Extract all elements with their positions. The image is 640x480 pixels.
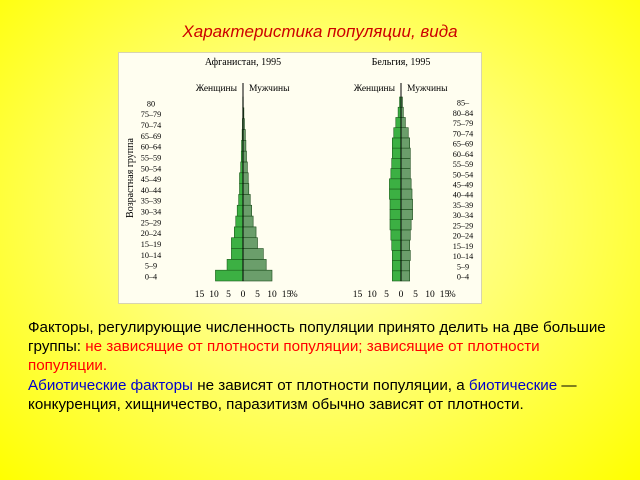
age-label-belgium-8: 40–44: [452, 190, 474, 200]
bar-male-afghanistan-4: [243, 227, 256, 238]
x-tick-afghanistan-4: 5: [255, 290, 260, 300]
bar-female-afghanistan-0: [215, 270, 243, 281]
age-label-afghanistan-3: 15–19: [140, 240, 162, 250]
age-label-belgium-11: 55–59: [452, 160, 474, 170]
bar-female-belgium-9: [389, 179, 401, 189]
y-axis-label: Возрастная группа: [125, 138, 136, 218]
pyramid-title-belgium: Бельгия, 1995: [371, 57, 431, 68]
age-label-belgium-12: 60–64: [452, 149, 474, 159]
bar-male-afghanistan-3: [243, 238, 258, 249]
age-label-belgium-17: 85–: [456, 98, 470, 108]
age-label-afghanistan-10: 50–54: [140, 164, 162, 174]
bar-female-belgium-7: [390, 199, 401, 209]
bar-male-afghanistan-7: [243, 194, 250, 205]
bar-male-belgium-4: [401, 230, 410, 240]
body-text: [28, 318, 618, 415]
age-label-afghanistan-14: 70–74: [140, 120, 162, 130]
bar-male-afghanistan-5: [243, 216, 253, 227]
bar-male-afghanistan-9: [243, 173, 248, 184]
age-label-belgium-7: 35–39: [452, 200, 474, 210]
bar-male-belgium-11: [401, 158, 410, 168]
legend-male-belgium: Мужчины: [407, 84, 448, 94]
bar-female-belgium-11: [392, 158, 401, 168]
paragraph-2-text-1: не зависят от плотности популяции, а: [192, 377, 469, 394]
age-label-afghanistan-7: 35–39: [140, 196, 162, 206]
legend-female-afghanistan: Женщины: [195, 84, 237, 94]
bar-male-belgium-2: [401, 250, 410, 260]
bar-male-belgium-8: [401, 189, 412, 199]
age-label-belgium-10: 50–54: [452, 170, 474, 180]
age-label-afghanistan-11: 55–59: [140, 153, 162, 163]
x-tick-afghanistan-6: 15: [281, 290, 292, 300]
bar-male-belgium-6: [401, 209, 413, 219]
age-label-belgium-0: 0–4: [456, 272, 470, 282]
bar-male-belgium-3: [401, 240, 410, 250]
paragraph-1-text: Факторы, регулирующие численность популяции принято делить на две большие группы:: [28, 319, 606, 355]
bar-female-belgium-1: [392, 261, 401, 271]
x-tick-belgium-2: 5: [384, 290, 389, 300]
population-pyramid-chart: [119, 53, 481, 303]
bar-female-belgium-10: [391, 169, 401, 179]
bar-female-belgium-15: [396, 117, 401, 127]
x-tick-belgium-4: 5: [413, 290, 418, 300]
age-label-afghanistan-9: 45–49: [140, 175, 162, 185]
paragraph-2-text-2: — конкуренция, хищничество, паразитизм обычно зависят от плотности.: [28, 377, 577, 413]
pyramid-chart-panel: [118, 52, 482, 304]
bar-female-belgium-5: [390, 220, 401, 230]
bar-male-afghanistan-10: [243, 162, 247, 173]
term-biotic: биотические: [468, 377, 558, 394]
bar-male-belgium-12: [401, 148, 410, 158]
bar-female-belgium-12: [392, 148, 401, 158]
age-label-belgium-14: 70–74: [452, 129, 474, 139]
x-tick-afghanistan-1: 10: [209, 290, 219, 300]
paragraph-1-highlight: не зависящие от плотности популяции; зависящие от плотности популяции.: [28, 338, 540, 374]
age-label-afghanistan-1: 5–9: [144, 261, 158, 271]
bar-female-belgium-2: [392, 250, 401, 260]
pyramid-afghanistan: [141, 57, 298, 300]
bar-male-afghanistan-1: [243, 259, 266, 270]
bar-female-belgium-0: [392, 271, 401, 281]
slide-title: Характеристика популяции, вида: [182, 22, 458, 41]
paragraph-1: [28, 318, 618, 375]
bar-male-afghanistan-6: [243, 205, 252, 216]
x-tick-belgium-0: 15: [352, 290, 363, 300]
x-tick-afghanistan-2: 5: [226, 290, 231, 300]
bar-female-belgium-6: [390, 209, 401, 219]
bar-female-afghanistan-3: [231, 238, 243, 249]
age-label-afghanistan-4: 20–24: [140, 229, 162, 239]
age-label-belgium-16: 80–84: [452, 108, 474, 118]
x-tick-belgium-1: 10: [367, 290, 377, 300]
bar-male-belgium-9: [401, 179, 411, 189]
age-label-belgium-5: 25–29: [452, 221, 474, 231]
bar-female-afghanistan-2: [231, 249, 243, 260]
age-label-belgium-1: 5–9: [456, 262, 470, 272]
bar-male-afghanistan-8: [243, 184, 249, 195]
age-label-belgium-2: 10–14: [452, 252, 474, 262]
age-label-belgium-9: 45–49: [452, 180, 474, 190]
x-tick-afghanistan-7: %: [289, 290, 298, 300]
bar-male-belgium-10: [401, 169, 410, 179]
age-label-belgium-3: 15–19: [452, 241, 474, 251]
bar-male-belgium-13: [401, 138, 410, 148]
bar-male-afghanistan-2: [243, 249, 263, 260]
bar-female-belgium-14: [394, 128, 401, 138]
age-label-afghanistan-0: 0–4: [144, 272, 158, 282]
bar-female-belgium-8: [389, 189, 401, 199]
bar-female-afghanistan-9: [240, 173, 243, 184]
age-label-afghanistan-15: 75–79: [140, 110, 162, 120]
bar-female-afghanistan-1: [227, 259, 243, 270]
bar-male-belgium-15: [401, 117, 405, 127]
age-label-belgium-15: 75–79: [452, 119, 474, 129]
term-abiotic: Абиотические факторы: [28, 377, 193, 394]
bar-female-belgium-3: [392, 240, 401, 250]
x-tick-belgium-5: 10: [425, 290, 435, 300]
age-label-afghanistan-2: 10–14: [140, 250, 162, 260]
bar-female-belgium-13: [392, 138, 401, 148]
paragraph-2: [28, 376, 618, 414]
bar-female-afghanistan-8: [240, 184, 243, 195]
age-label-afghanistan-8: 40–44: [140, 185, 162, 195]
pyramid-belgium: [353, 57, 473, 300]
age-label-afghanistan-16: 80: [146, 99, 156, 109]
age-label-belgium-6: 30–34: [452, 211, 474, 221]
x-tick-afghanistan-0: 15: [194, 290, 205, 300]
bar-male-belgium-1: [401, 261, 410, 271]
bar-male-afghanistan-0: [243, 270, 272, 281]
bar-male-afghanistan-11: [243, 151, 246, 162]
age-label-afghanistan-6: 30–34: [140, 207, 162, 217]
bar-male-belgium-7: [401, 199, 413, 209]
age-label-belgium-4: 20–24: [452, 231, 474, 241]
x-tick-belgium-3: 0: [398, 290, 404, 300]
legend-male-afghanistan: Мужчины: [249, 84, 290, 94]
x-tick-afghanistan-5: 10: [267, 290, 277, 300]
age-label-afghanistan-5: 25–29: [140, 218, 162, 228]
x-tick-afghanistan-3: 0: [240, 290, 246, 300]
age-label-belgium-13: 65–69: [452, 139, 474, 149]
pyramid-title-afghanistan: Афганистан, 1995: [204, 57, 282, 68]
bar-female-afghanistan-6: [237, 205, 243, 216]
x-tick-belgium-6: 15: [439, 290, 450, 300]
age-label-afghanistan-13: 65–69: [140, 131, 162, 141]
bar-male-belgium-14: [401, 128, 408, 138]
bar-male-belgium-5: [401, 220, 411, 230]
bar-female-belgium-4: [391, 230, 401, 240]
age-label-afghanistan-12: 60–64: [140, 142, 162, 152]
bar-female-afghanistan-5: [236, 216, 243, 227]
bar-female-afghanistan-7: [239, 194, 243, 205]
legend-female-belgium: Женщины: [353, 84, 395, 94]
x-tick-belgium-7: %: [447, 290, 456, 300]
bar-female-afghanistan-4: [234, 227, 243, 238]
bar-male-belgium-0: [401, 271, 410, 281]
